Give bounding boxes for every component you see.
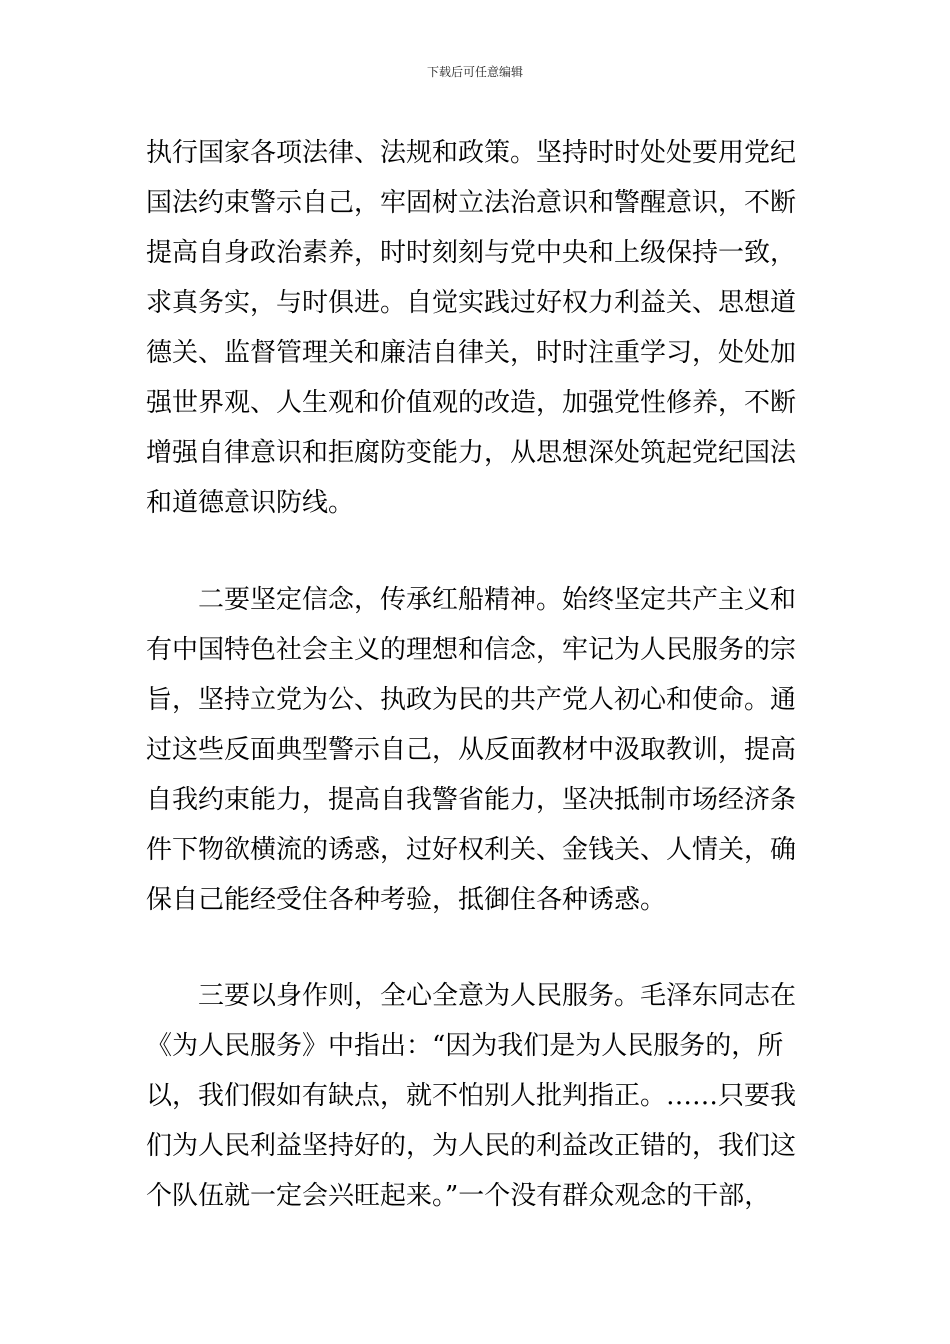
paragraph-3-line-5: 个队伍就一定会兴旺起来。”一个没有群众观念的干部， bbox=[146, 1181, 771, 1211]
paragraph-3-line-3: 以，我们假如有缺点，就不怕别人批判指正。……只要我 bbox=[146, 1081, 797, 1111]
paragraph-1-line-7: 增强自律意识和拒腐防变能力，从思想深处筑起党纪国法 bbox=[146, 438, 797, 468]
paragraph-2-line-5: 自我约束能力，提高自我警省能力，坚决抵制市场经济条 bbox=[146, 785, 797, 815]
paragraph-1-line-6: 强世界观、人生观和价值观的改造，加强党性修养，不断 bbox=[146, 388, 797, 418]
paragraph-3-line-4: 们为人民利益坚持好的，为人民的利益改正错的，我们这 bbox=[146, 1131, 797, 1161]
paragraph-1-line-4: 求真务实，与时俱进。自觉实践过好权力利益关、思想道 bbox=[146, 288, 797, 318]
paragraph-2-line-7: 保自己能经受住各种考验，抵御住各种诱惑。 bbox=[146, 885, 667, 915]
paragraph-3-line-2: 《为人民服务》中指出：“因为我们是为人民服务的，所 bbox=[146, 1031, 784, 1061]
paragraph-1-line-2: 国法约束警示自己，牢固树立法治意识和警醒意识，不断 bbox=[146, 188, 797, 218]
paragraph-2-line-2: 有中国特色社会主义的理想和信念，牢记为人民服务的宗 bbox=[146, 635, 797, 665]
paragraph-2-line-4: 过这些反面典型警示自己，从反面教材中汲取教训，提高 bbox=[146, 735, 797, 765]
paragraph-3-line-1: 三要以身作则，全心全意为人民服务。毛泽东同志在 bbox=[198, 981, 797, 1011]
paragraph-1-line-8: 和道德意识防线。 bbox=[146, 488, 355, 518]
paragraph-2-line-3: 旨，坚持立党为公、执政为民的共产党人初心和使命。通 bbox=[146, 685, 797, 715]
paragraph-2-line-6: 件下物欲横流的诱惑，过好权利关、金钱关、人情关，确 bbox=[146, 835, 797, 865]
page-header: 下载后可任意编辑 bbox=[426, 65, 523, 79]
paragraph-1-line-3: 提高自身政治素养，时时刻刻与党中央和上级保持一致， bbox=[146, 238, 797, 268]
paragraph-2-line-1: 二要坚定信念，传承红船精神。始终坚定共产主义和 bbox=[198, 585, 797, 615]
paragraph-1-line-5: 德关、监督管理关和廉洁自律关，时时注重学习，处处加 bbox=[146, 338, 797, 368]
paragraph-1-line-1: 执行国家各项法律、法规和政策。坚持时时处处要用党纪 bbox=[146, 138, 797, 168]
